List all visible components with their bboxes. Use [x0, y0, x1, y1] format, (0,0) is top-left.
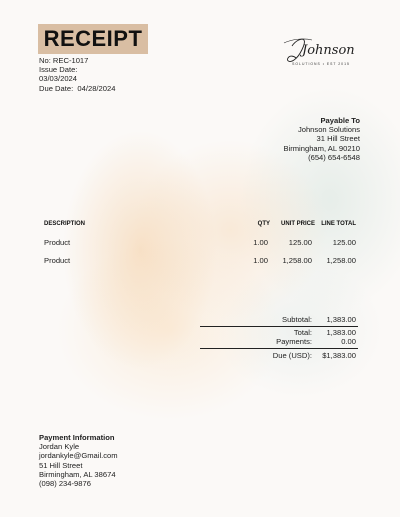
issue-date: 03/03/2024	[39, 74, 78, 84]
payments-label: Payments:	[276, 337, 312, 346]
receipt-title-box	[38, 24, 148, 54]
logo-signature	[282, 34, 360, 64]
total-label: Total:	[293, 328, 312, 337]
payment-info-street: 51 Hill Street	[39, 460, 83, 470]
company-logo	[282, 34, 360, 70]
totals-divider-top	[200, 326, 358, 327]
row-1-qty: 1.00	[253, 238, 268, 247]
payable-street: 31 Hill Street	[316, 134, 360, 144]
due-label: Due (USD):	[272, 351, 312, 360]
payments-value: 0.00	[341, 337, 356, 346]
row-1-description: Product	[44, 238, 71, 247]
payment-info-phone: (098) 234-9876	[39, 479, 91, 489]
payment-info-name: Jordan Kyle	[39, 442, 80, 452]
payment-info-city: Birmingham, AL 38674	[39, 469, 116, 479]
payment-info-email: jordankyle@Gmail.com	[39, 451, 118, 461]
subtotal-value: 1,383.00	[326, 315, 356, 324]
row-1-unit-price: 125.00	[288, 238, 312, 247]
total-value: 1,383.00	[326, 328, 356, 337]
row-2-qty: 1.00	[253, 256, 268, 265]
row-2-unit-price: 1,258.00	[282, 256, 312, 265]
issue-date-label: Issue Date:	[39, 65, 78, 75]
logo-tagline: SOLUTIONS • EST 2015	[292, 62, 350, 66]
payable-phone: (654) 654-6548	[308, 152, 360, 162]
totals-divider-bottom	[200, 348, 358, 349]
due-value: $1,383.00	[322, 351, 356, 360]
payable-to-block	[283, 116, 360, 162]
row-2-line-total: 1,258.00	[326, 256, 356, 265]
receipt-title: RECEIPT	[43, 26, 143, 51]
payable-to-heading: Payable To	[320, 116, 360, 125]
payable-company: Johnson Solutions	[297, 125, 360, 135]
header-qty: QTY	[257, 221, 270, 227]
payment-info-block	[39, 433, 118, 488]
payment-info-heading: Payment Information	[39, 433, 115, 442]
subtotal-label: Subtotal:	[282, 315, 312, 324]
row-1-line-total: 125.00	[332, 238, 356, 247]
due-date: Due Date: 04/28/2024	[39, 83, 116, 93]
logo-script: Johnson	[302, 43, 355, 58]
receipt-number: No: REC-1017	[39, 56, 89, 65]
header-line-total: LINE TOTAL	[321, 221, 356, 227]
header-unit-price: UNIT PRICE	[280, 221, 315, 227]
receipt-meta	[39, 56, 115, 93]
payable-city: Birmingham, AL 90210	[283, 143, 360, 153]
header-description: DESCRIPTION	[44, 221, 86, 227]
row-2-description: Product	[44, 256, 71, 265]
